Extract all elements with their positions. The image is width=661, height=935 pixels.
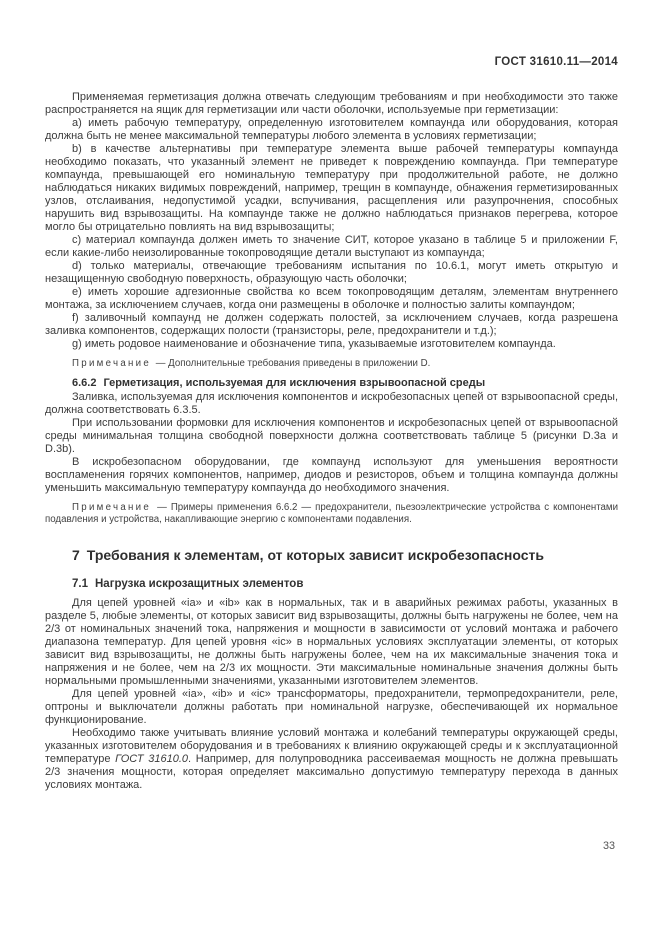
heading-7-1-number: 7.1 xyxy=(72,578,88,591)
paragraph-molding: При использовании формовки для исключения компонентов и искробезопасных цепей от взрывоопасной среды минимальная толщина свободной поверхности должна соответствовать таблице 5 (рисунки D.3a и D.3b). xyxy=(45,416,618,455)
list-item-b: b) в качестве альтернативы при температуре элемента выше рабочей температуры компаунда необходимо показать, что указанный элемент не приведет к повреждению компаунда. При температуре компаунда, превышающей его номинальную температуру при продолжительной работе, не должно наблюдаться никаких видимых повреждений, например, трещин в компаунде, обнажения герметизированных узлов, отслаивания, недопустимой усадки, вспучивания, расщепления или разупрочнения, способных нарушить вид взрывозащиты. На компаунде также не должно наблюдаться признаков перегрева, которое могло бы отрицательно повлиять на вид взрывозащиты; xyxy=(45,143,618,233)
paragraph-filling: Заливка, используемая для исключения компонентов и искробезопасных цепей от взрывоопасной среды, должна соответствовать 6.3.5. xyxy=(45,390,618,416)
paragraph-sealing-intro: Применяемая герметизация должна отвечать следующим требованиям и при необходимости это также распространяется на ящик для герметизации или части оболочки, используемые при герметизации: xyxy=(45,91,618,116)
paragraph-mounting-conditions xyxy=(45,727,618,792)
paragraph-compound-volume: В искробезопасном оборудовании, где компаунд используют для уменьшения вероятности воспламенения горячих компонентов, например, диодов и резисторов, объем и толщина компаунда должны уменьшить максимальную температуру компаунда до необходимого значения. xyxy=(45,455,618,494)
heading-6-6-2 xyxy=(45,377,618,391)
note-label: Примечание xyxy=(72,501,152,513)
paragraph-text-before-reference: Необходимо также учитывать влияние условий монтажа и колебаний температуры окружающей среды, указанных изготовителем оборудования и в требованиях к влиянию окружающей среды и к эксплуатационной температуре xyxy=(45,727,618,766)
heading-section-7-title: Требования к элементам, от которых зависит искробезопасность xyxy=(86,547,544,564)
heading-7-1 xyxy=(45,577,618,591)
list-item-c: c) материал компаунда должен иметь то значение СИТ, которое указано в таблице 5 и приложении F, если какие-либо неизолированные токопроводящие детали выступают из компаунда; xyxy=(45,234,618,259)
doc-number: ГОСТ 31610.11—2014 xyxy=(494,56,618,68)
paragraph-rated-load: Для цепей уровней «ia», «ib» и «ic» трансформаторы, предохранители, термопредохранители, реле, оптроны и выключатели должны работать при номинальной нагрузке, обеспечивающей их нормальное функционирование. xyxy=(45,688,618,727)
heading-6-6-2-title: Герметизация, используемая для исключения взрывоопасной среды xyxy=(103,377,486,390)
heading-7-1-title: Нагрузка искрозащитных элементов xyxy=(95,578,304,591)
heading-section-7-number: 7 xyxy=(72,547,80,564)
paragraph-text-after-reference: . Например, для полупроводника рассеиваемая мощность не должна превышать 2/3 значения мощности, которая определяет максимально допустимую температуру перехода в данных условиях монтажа. xyxy=(45,753,618,792)
note-text: — Дополнительные требования приведены в приложении D. xyxy=(155,358,431,369)
heading-6-6-2-number: 6.6.2 xyxy=(72,377,97,390)
page-number: 33 xyxy=(602,840,615,852)
list-item-g: g) иметь родовое наименование и обозначение типа, указываемые изготовителем компаунда. xyxy=(72,338,556,350)
list-item-d: d) только материалы, отвечающие требованиям испытания по 10.6.1, могут иметь открытую и незащищенную свободную поверхность, образующую часть оболочки; xyxy=(45,260,618,285)
page-content xyxy=(45,56,618,792)
list-item-e: e) иметь хорошие адгезионные свойства ко всем токопроводящим деталям, элементам внутреннего монтажа, за исключением случаев, когда они размещены в оболочке и полностью залиты компаундом; xyxy=(45,286,618,311)
note-text: — Примеры применения 6.6.2 — предохранители, пьезоэлектрические устройства с компонентами подавления и устройства, накапливающие энергию с компонентами подавления. xyxy=(45,501,618,525)
list-item-f: f) заливочный компаунд не должен содержать полостей, за исключением случаев, когда разрешена заливка компонентов, содержащих полости (транзисторы, реле, предохранители и т.д.); xyxy=(45,312,618,337)
note-examples xyxy=(45,502,618,526)
note-appendix-d xyxy=(45,358,618,370)
paragraph-load-limits: Для цепей уровней «ia» и «ib» как в нормальных, так и в аварийных режимах работы, указанных в разделе 5, любые элементы, от которых зависит вид взрывозащиты, должны быть нагружены не более, чем на 2/3 от номинальных значений тока, напряжения и мощности в зависимости от условий монтажа и рабочего диапазона температур. Для цепей уровня «ic» в нормальных условиях эксплуатации элементы, от которых зависит вид взрывозащиты, не должны быть нагружены более, чем на их максимальные значения тока и напряжения и не более, чем на 2/3 их мощности. Эти максимальные номинальные значения должны быть нормальными промышленными значениями, указанными изготовителем элементов. xyxy=(45,597,618,688)
list-item-a: a) иметь рабочую температуру, определенную изготовителем компаунда или оборудования, которая должна быть не менее максимальной температуры любого элемента в условиях герметизации; xyxy=(45,117,618,142)
note-label: Примечание xyxy=(72,358,152,369)
heading-section-7 xyxy=(45,547,618,564)
standard-reference: ГОСТ 31610.0 xyxy=(115,753,189,766)
